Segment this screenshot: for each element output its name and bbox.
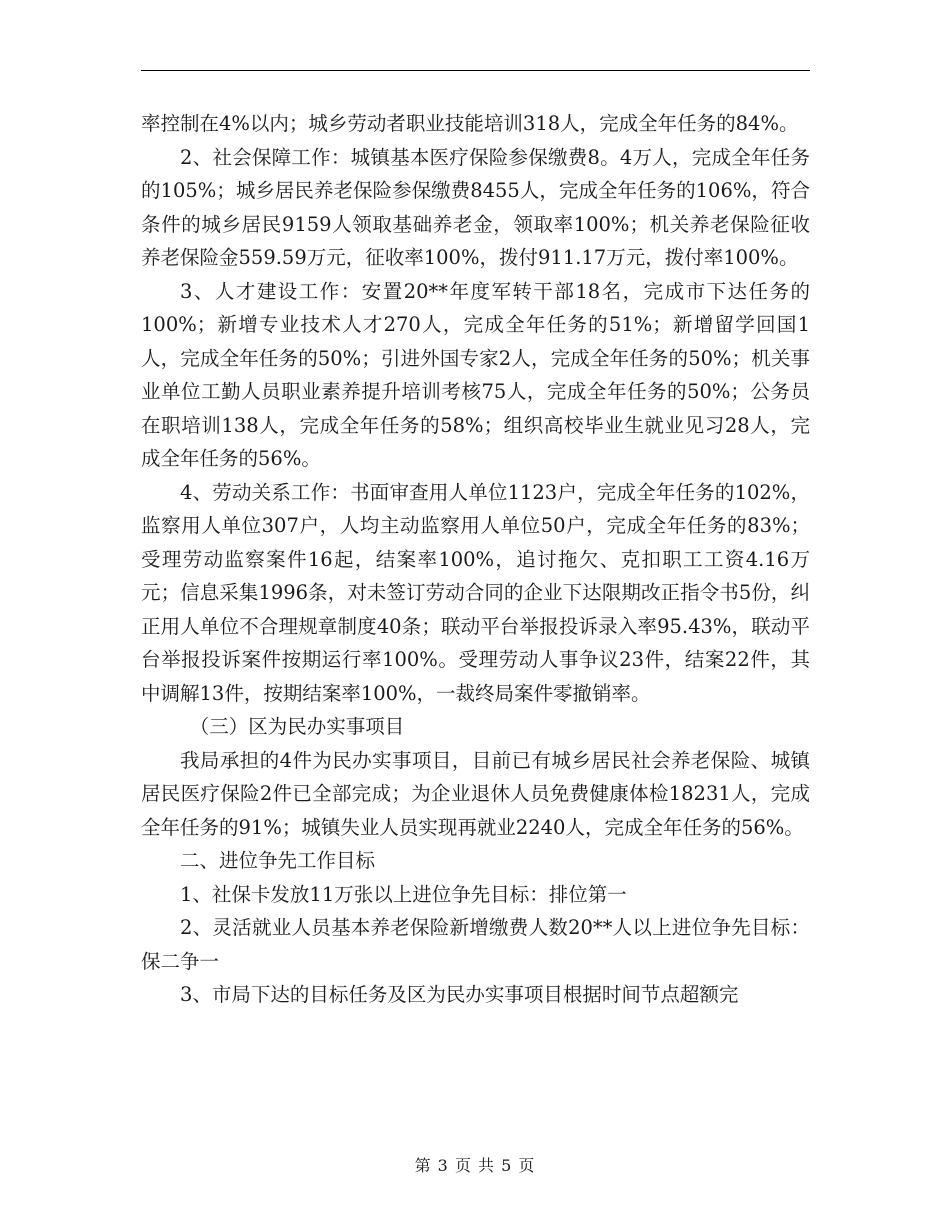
paragraph-social-security: 2、社会保障工作：城镇基本医疗保险参保缴费8。4万人，完成全年任务的105%；城乡居民养老保险参保缴费8455人，完成全年任务的106%，符合条件的城乡居民9159人领取基础养老金，领取率100%；机关养老保险征收养老保险金559.59万元，征收率100%，拨付911.17万元，拨付率100%。 — [141, 145, 810, 269]
paragraph-labor-relations: 4、劳动关系工作：书面审查用人单位1123户，完成全年任务的102%，监察用人单位307户，人均主动监察用人单位50户，完成全年任务的83%；受理劳动监察案件16起，结案率100%，追讨拖欠、克扣职工工资4.16万元；信息采集1996条，对未签订劳动合同的企业下达限期改正指令书5份，纠正用人单位不合理规章制度40条；联动平台举报投诉录入率95.43%，联动平台举报投诉案件按期运行率100%。受理劳动人事争议23件，结案22件，其中调解13件，按期结案率100%，一裁终局案件零撤销率。 — [141, 480, 810, 705]
page-number-footer: 第 3 页 共 5 页 — [414, 1156, 536, 1175]
paragraph-talent-building: 3、人才建设工作：安置20**年度军转干部18名，完成市下达任务的100%；新增专业技术人才270人，完成全年任务的51%；新增留学回国1人，完成全年任务的50%；引进外国专家2人，完成全年任务的50%；机关事业单位工勤人员职业素养提升培训考核75人，完成全年任务的50%；公务员在职培训138人，完成全年任务的58%；组织高校毕业生就业见习28人，完成全年任务的56%。 — [141, 279, 810, 470]
paragraph-continuation: 率控制在4%以内；城乡劳动者职业技能培训318人，完成全年任务的84%。 — [141, 112, 799, 135]
section-heading-public-projects: （三）区为民办实事项目 — [189, 715, 405, 738]
goal-item-3: 3、市局下达的目标任务及区为民办实事项目根据时间节点超额完 — [180, 983, 739, 1006]
header-rule — [141, 70, 810, 71]
paragraph-public-projects: 我局承担的4件为民办实事项目，目前已有城乡居民社会养老保险、城镇居民医疗保险2件已全部完成；为企业退休人员免费健康体检18231人，完成全年任务的91%；城镇失业人员实现再就业2240人，完成全年任务的56%。 — [141, 748, 810, 839]
goal-item-1: 1、社保卡发放11万张以上进位争先目标：排位第一 — [180, 882, 627, 906]
goal-item-2: 2、灵活就业人员基本养老保险新增缴费人数20**人以上进位争先目标：保二争一 — [141, 916, 810, 973]
document-body — [141, 107, 810, 1012]
section-heading-goals: 二、进位争先工作目标 — [180, 849, 376, 872]
